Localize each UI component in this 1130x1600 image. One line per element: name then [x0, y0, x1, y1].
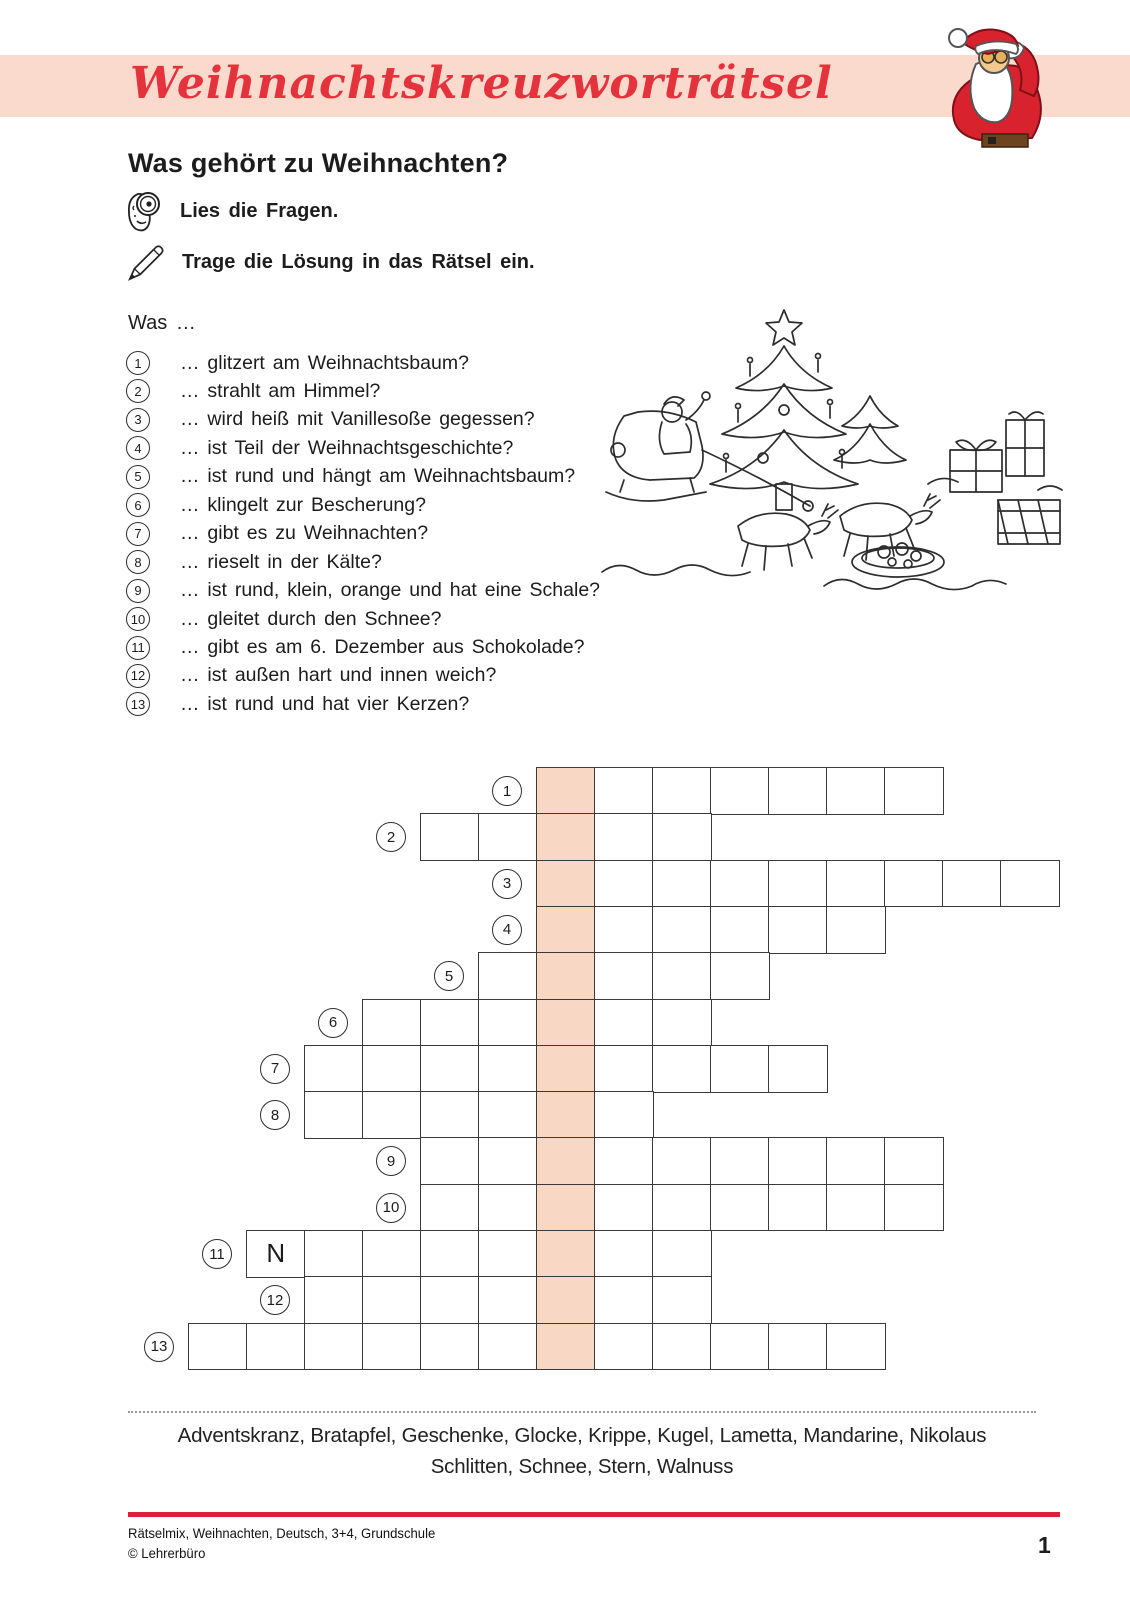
question-row — [126, 548, 382, 576]
puzzle-cell-prefilled[interactable]: N — [246, 1230, 306, 1278]
puzzle-cell[interactable] — [362, 1276, 422, 1324]
puzzle-cell[interactable] — [420, 1045, 480, 1093]
magnifier-face-icon — [124, 188, 164, 234]
grid-row-number-badge: 12 — [260, 1285, 290, 1315]
instruction-write-label: Trage die Lösung in das Rätsel ein. — [182, 250, 535, 273]
grid-row-number-badge: 13 — [144, 1332, 174, 1362]
puzzle-cell[interactable] — [536, 1184, 596, 1232]
question-number-badge: 9 — [126, 579, 150, 603]
grid-row-number-badge: 2 — [376, 822, 406, 852]
puzzle-cell[interactable] — [362, 1323, 422, 1371]
puzzle-cell[interactable] — [652, 860, 712, 908]
christmas-scene-illustration — [598, 300, 1070, 602]
question-text: … ist außen hart und innen weich? — [180, 664, 497, 687]
instruction-read-label: Lies die Fragen. — [180, 199, 339, 222]
puzzle-cell[interactable] — [478, 1323, 538, 1371]
question-number-badge: 11 — [126, 636, 150, 660]
question-row — [126, 577, 600, 605]
puzzle-cell[interactable] — [420, 999, 480, 1047]
puzzle-cell[interactable] — [594, 1045, 654, 1093]
puzzle-cell[interactable] — [478, 1230, 538, 1278]
puzzle-cell[interactable] — [478, 1137, 538, 1185]
puzzle-cell[interactable] — [652, 1184, 712, 1232]
puzzle-cell[interactable] — [594, 813, 654, 861]
grid-row-number-badge: 9 — [376, 1146, 406, 1176]
puzzle-cell[interactable] — [362, 1045, 422, 1093]
question-number-badge: 6 — [126, 493, 150, 517]
puzzle-cell[interactable] — [420, 1276, 480, 1324]
puzzle-cell[interactable] — [362, 1230, 422, 1278]
puzzle-cell[interactable] — [420, 813, 480, 861]
puzzle-cell[interactable] — [594, 999, 654, 1047]
puzzle-cell[interactable] — [536, 1276, 596, 1324]
puzzle-cell[interactable] — [536, 860, 596, 908]
puzzle-cell[interactable] — [536, 1091, 596, 1139]
puzzle-cell[interactable] — [652, 767, 712, 815]
pencil-icon — [124, 240, 166, 284]
question-number-badge: 7 — [126, 522, 150, 546]
grid-row-number-badge: 10 — [376, 1193, 406, 1223]
question-row — [126, 662, 496, 690]
puzzle-cell[interactable] — [536, 952, 596, 1000]
question-number-badge: 3 — [126, 408, 150, 432]
question-text: … strahlt am Himmel? — [180, 379, 381, 402]
puzzle-cell[interactable] — [594, 1276, 654, 1324]
grid-row-number-badge: 7 — [260, 1054, 290, 1084]
puzzle-cell[interactable] — [420, 1184, 480, 1232]
question-row — [126, 377, 380, 405]
puzzle-cell[interactable] — [536, 1230, 596, 1278]
puzzle-cell[interactable] — [304, 1323, 364, 1371]
puzzle-cell[interactable] — [594, 1323, 654, 1371]
question-row — [126, 605, 442, 633]
puzzle-cell[interactable] — [478, 952, 538, 1000]
puzzle-cell[interactable] — [478, 813, 538, 861]
puzzle-cell[interactable] — [768, 767, 828, 815]
puzzle-cell[interactable] — [884, 860, 944, 908]
puzzle-cell[interactable] — [478, 1045, 538, 1093]
puzzle-cell[interactable] — [652, 1045, 712, 1093]
puzzle-cell[interactable] — [826, 767, 886, 815]
puzzle-cell[interactable] — [536, 999, 596, 1047]
puzzle-cell[interactable] — [594, 860, 654, 908]
puzzle-cell[interactable] — [652, 1323, 712, 1371]
puzzle-cell[interactable] — [594, 952, 654, 1000]
puzzle-cell[interactable] — [478, 1276, 538, 1324]
instruction-write — [124, 240, 535, 284]
puzzle-cell[interactable] — [536, 813, 596, 861]
puzzle-cell[interactable] — [188, 1323, 248, 1371]
puzzle-cell[interactable] — [362, 999, 422, 1047]
footer-rule — [128, 1512, 1060, 1517]
santa-illustration — [928, 20, 1068, 150]
puzzle-cell[interactable] — [942, 860, 1002, 908]
question-row — [126, 634, 584, 662]
question-row — [126, 520, 428, 548]
puzzle-cell[interactable] — [652, 813, 712, 861]
puzzle-cell[interactable] — [420, 1323, 480, 1371]
question-text: … ist Teil der Weihnachtsgeschichte? — [180, 436, 514, 459]
question-number-badge: 2 — [126, 379, 150, 403]
puzzle-cell[interactable] — [420, 1230, 480, 1278]
puzzle-cell[interactable] — [594, 1137, 654, 1185]
question-number-badge: 10 — [126, 607, 150, 631]
question-row — [126, 434, 513, 462]
puzzle-cell[interactable] — [362, 1091, 422, 1139]
question-number-badge: 12 — [126, 664, 150, 688]
puzzle-cell[interactable] — [652, 999, 712, 1047]
question-text: … ist rund, klein, orange und hat eine Schale? — [180, 579, 601, 602]
puzzle-cell[interactable] — [304, 1091, 364, 1139]
puzzle-cell[interactable] — [304, 1230, 364, 1278]
question-text: … gleitet durch den Schnee? — [180, 607, 442, 630]
question-text: … ist rund und hängt am Weihnachtsbaum? — [180, 465, 576, 488]
puzzle-cell[interactable] — [652, 1276, 712, 1324]
puzzle-cell[interactable] — [304, 1276, 364, 1324]
question-number-badge: 8 — [126, 550, 150, 574]
puzzle-cell[interactable] — [768, 1137, 828, 1185]
puzzle-cell[interactable] — [1000, 860, 1060, 908]
puzzle-cell[interactable] — [246, 1323, 306, 1371]
section-heading: Was gehört zu Weihnachten? — [128, 148, 509, 178]
question-number-badge: 1 — [126, 351, 150, 375]
puzzle-cell[interactable] — [536, 1323, 596, 1371]
puzzle-cell[interactable] — [768, 1184, 828, 1232]
puzzle-cell[interactable] — [536, 1137, 596, 1185]
question-text: … wird heiß mit Vanillesoße gegessen? — [180, 408, 535, 431]
santa-icon — [928, 20, 1068, 150]
sleigh-reindeer-tree-gifts-icon — [598, 300, 1070, 602]
grid-row-number-badge: 3 — [492, 869, 522, 899]
puzzle-cell[interactable] — [710, 906, 770, 954]
question-text: … klingelt zur Bescherung? — [180, 493, 426, 516]
question-text: … ist rund und hat vier Kerzen? — [180, 692, 470, 715]
word-bank-line1: Adventskranz, Bratapfel, Geschenke, Glocke, Krippe, Kugel, Lametta, Mandarine, Nikolaus — [177, 1424, 987, 1447]
question-row — [126, 463, 575, 491]
questions-lead: Was … — [128, 312, 196, 334]
question-row — [126, 406, 535, 434]
puzzle-cell[interactable] — [594, 1184, 654, 1232]
puzzle-cell[interactable] — [652, 1230, 712, 1278]
puzzle-cell[interactable] — [826, 1323, 886, 1371]
puzzle-cell[interactable] — [594, 767, 654, 815]
puzzle-cell[interactable] — [826, 1137, 886, 1185]
question-row — [126, 349, 469, 377]
puzzle-cell[interactable] — [420, 1137, 480, 1185]
puzzle-cell[interactable] — [884, 1184, 944, 1232]
puzzle-cell[interactable] — [536, 906, 596, 954]
question-number-badge: 5 — [126, 465, 150, 489]
puzzle-cell[interactable] — [420, 1091, 480, 1139]
puzzle-cell[interactable] — [710, 860, 770, 908]
puzzle-cell[interactable] — [594, 906, 654, 954]
question-text: … gibt es zu Weihnachten? — [180, 522, 429, 545]
page-number: 1 — [1038, 1532, 1051, 1558]
puzzle-cell[interactable] — [594, 1091, 654, 1139]
puzzle-cell[interactable] — [826, 906, 886, 954]
grid-row-number-badge: 5 — [434, 961, 464, 991]
puzzle-cell[interactable] — [304, 1045, 364, 1093]
question-number-badge: 13 — [126, 692, 150, 716]
puzzle-cell[interactable] — [536, 767, 596, 815]
puzzle-cell[interactable] — [478, 1184, 538, 1232]
puzzle-cell[interactable] — [826, 860, 886, 908]
puzzle-cell[interactable] — [710, 1137, 770, 1185]
puzzle-cell[interactable] — [768, 860, 828, 908]
puzzle-cell[interactable] — [478, 999, 538, 1047]
question-row — [126, 690, 469, 718]
footer-copyright: © Lehrerbüro — [128, 1546, 206, 1561]
puzzle-cell[interactable] — [710, 1045, 770, 1093]
question-text: … glitzert am Weihnachtsbaum? — [180, 351, 469, 374]
divider-dotted-line — [128, 1411, 1036, 1413]
question-text: … gibt es am 6. Dezember aus Schokolade? — [180, 636, 585, 658]
grid-row-number-badge: 4 — [492, 915, 522, 945]
puzzle-cell[interactable] — [652, 1137, 712, 1185]
puzzle-cell[interactable] — [710, 1184, 770, 1232]
puzzle-cell[interactable] — [478, 1091, 538, 1139]
question-number-badge: 4 — [126, 436, 150, 460]
grid-row-number-badge: 11 — [202, 1239, 232, 1269]
puzzle-cell[interactable] — [768, 1323, 828, 1371]
grid-row-number-badge: 1 — [492, 776, 522, 806]
puzzle-cell[interactable] — [594, 1230, 654, 1278]
instruction-read — [124, 188, 338, 234]
puzzle-cell[interactable] — [710, 952, 770, 1000]
puzzle-cell[interactable] — [768, 906, 828, 954]
page-title: Weihnachtskreuzworträtsel — [130, 58, 833, 109]
puzzle-cell[interactable] — [652, 952, 712, 1000]
question-text: … rieselt in der Kälte? — [180, 550, 382, 573]
puzzle-cell[interactable] — [710, 1323, 770, 1371]
word-bank-line2: Schlitten, Schnee, Stern, Walnuss — [430, 1455, 734, 1478]
puzzle-cell[interactable] — [884, 767, 944, 815]
grid-row-number-badge: 8 — [260, 1100, 290, 1130]
question-row — [126, 491, 426, 519]
puzzle-cell[interactable] — [768, 1045, 828, 1093]
puzzle-cell[interactable] — [710, 767, 770, 815]
puzzle-cell[interactable] — [826, 1184, 886, 1232]
puzzle-cell[interactable] — [536, 1045, 596, 1093]
puzzle-cell[interactable] — [652, 906, 712, 954]
grid-row-number-badge: 6 — [318, 1008, 348, 1038]
puzzle-cell[interactable] — [884, 1137, 944, 1185]
footer-series-label: Rätselmix, Weihnachten, Deutsch, 3+4, Grundschule — [128, 1526, 436, 1541]
